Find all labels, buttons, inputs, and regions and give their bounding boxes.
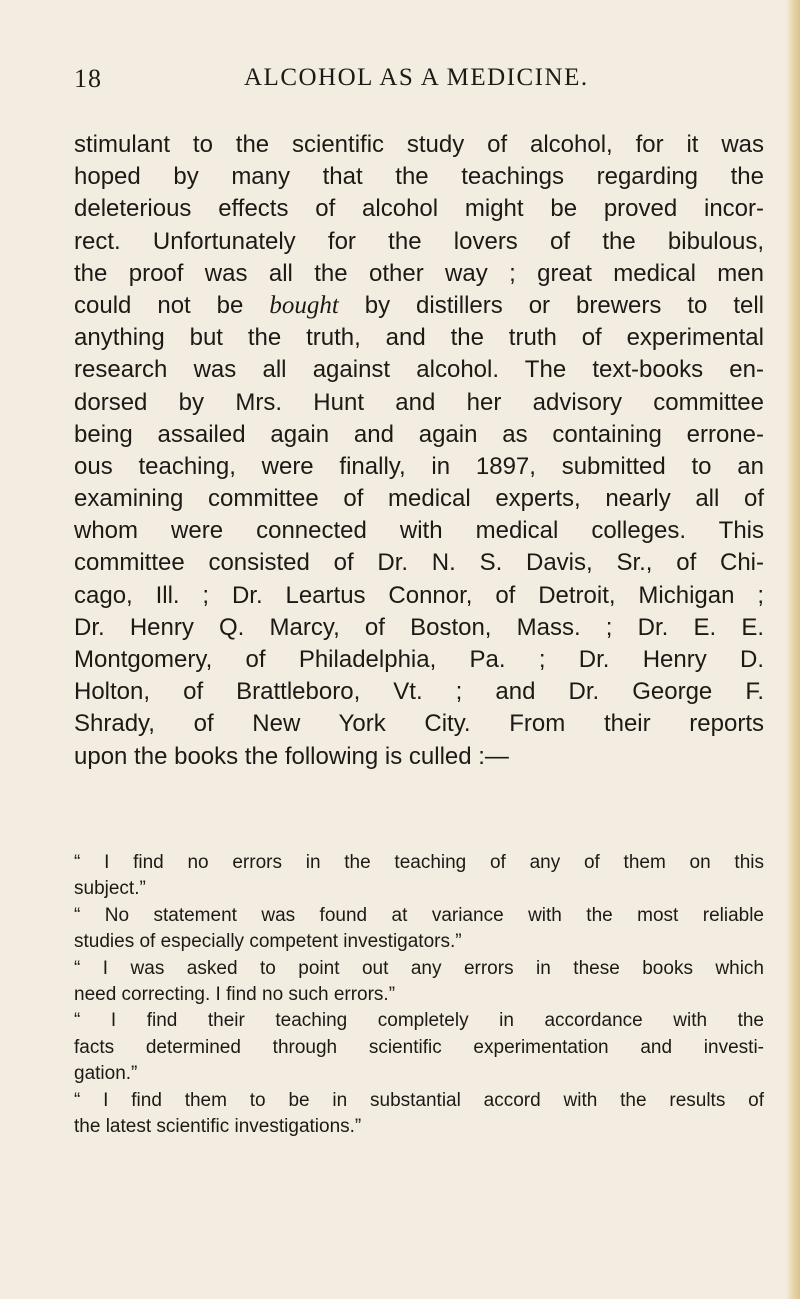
running-head: ALCOHOL AS A MEDICINE. xyxy=(244,64,589,91)
quote-line: studies of especially competent investigators.” xyxy=(74,931,462,953)
body-paragraph xyxy=(74,129,764,773)
body-line: rect. Unfortunately for the lovers of the bibulous, xyxy=(74,227,764,255)
body-line: Dr. Henry Q. Marcy, of Boston, Mass. ; Dr. E. E. xyxy=(74,613,764,641)
page-edge-shadow xyxy=(786,0,800,1299)
quotations-block xyxy=(74,850,764,1140)
body-text-fragment: could not be xyxy=(74,291,270,319)
quote-line: need correcting. I find no such errors.” xyxy=(74,983,396,1005)
body-line: anything but the truth, and the truth of experimental xyxy=(74,324,764,352)
body-line: whom were connected with medical colleges. This xyxy=(74,517,764,545)
page-number: 18 xyxy=(74,64,102,93)
body-text-fragment: by distillers or brewers to tell xyxy=(338,291,764,319)
body-line: research was all against alcohol. The text-books en- xyxy=(74,356,764,384)
body-line: being assailed again and again as containing errone- xyxy=(74,420,764,448)
body-line: deleterious effects of alcohol might be proved incor- xyxy=(74,195,764,223)
body-line: Holton, of Brattleboro, Vt. ; and Dr. George F. xyxy=(74,678,764,706)
quote-line: subject.” xyxy=(74,878,146,900)
quote-line: “ No statement was found at variance with the most reliable xyxy=(74,904,764,926)
emphasized-word: bought xyxy=(269,291,339,319)
quote-line: “ I find them to be in substantial accord with the results of xyxy=(74,1089,764,1111)
body-line: the proof was all the other way ; great medical men xyxy=(74,259,764,287)
quote-line: “ I find no errors in the teaching of any of them on this xyxy=(74,852,764,873)
quote-line: gation.” xyxy=(74,1063,138,1085)
quote-line: “ I find their teaching completely in accordance with the xyxy=(74,1010,764,1032)
body-line: dorsed by Mrs. Hunt and her advisory committee xyxy=(74,388,764,416)
quote-line: the latest scientific investigations.” xyxy=(74,1115,362,1137)
body-line: cago, Ill. ; Dr. Leartus Connor, of Detroit, Michigan ; xyxy=(74,581,764,609)
body-line: stimulant to the scientific study of alcohol, for it was xyxy=(74,131,764,158)
quote-line: “ I was asked to point out any errors in these books which xyxy=(74,957,764,979)
body-line: Shrady, of New York City. From their reports xyxy=(74,710,764,738)
body-line-with-emphasis xyxy=(74,290,764,322)
body-line: Montgomery, of Philadelphia, Pa. ; Dr. Henry D. xyxy=(74,646,764,673)
quote-line: facts determined through scientific experimentation and investi- xyxy=(74,1036,764,1058)
body-line: hoped by many that the teachings regarding the xyxy=(74,163,764,191)
body-line: ous teaching, were finally, in 1897, submitted to an xyxy=(74,452,764,480)
body-line: upon the books the following is culled :— xyxy=(74,742,509,770)
body-line: examining committee of medical experts, nearly all of xyxy=(74,485,764,513)
body-line: committee consisted of Dr. N. S. Davis, Sr., of Chi- xyxy=(74,549,764,577)
page-header xyxy=(74,64,764,104)
